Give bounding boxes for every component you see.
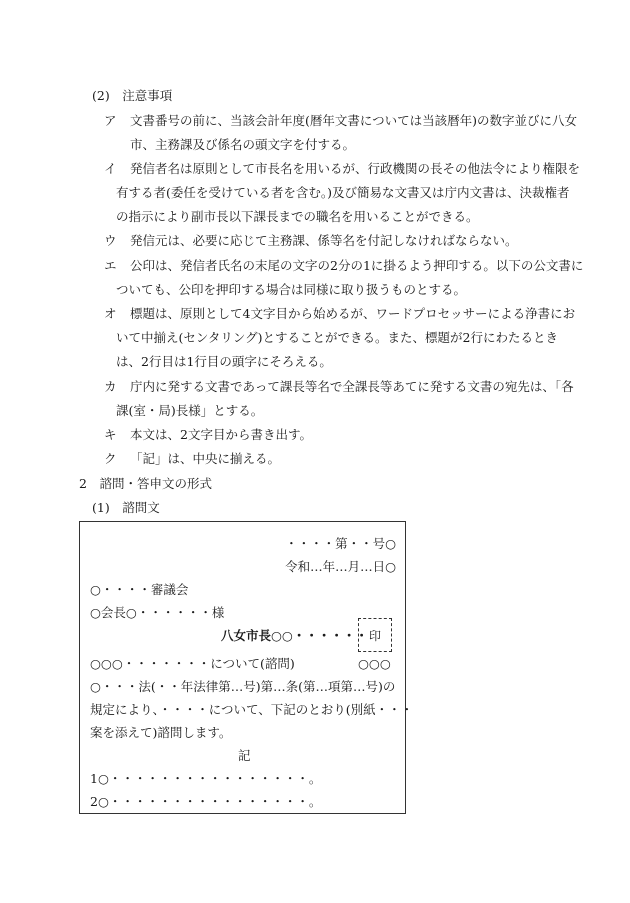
note-item-e <box>104 258 583 274</box>
note-text-cont: の指示により副市長以下課長までの職名を用いることができる。 <box>116 209 479 224</box>
seal-label: 印 <box>368 628 381 643</box>
note-text-cont: 有する者(委任を受けている者を含む。)及び簡易な文書又は庁内文書は、決裁権者 <box>116 185 570 200</box>
note-item-i <box>104 161 580 177</box>
note-kana: オ <box>104 306 117 321</box>
form-subject-right: ○○○ <box>358 656 391 671</box>
note-kana: イ <box>104 161 117 176</box>
note-text-cont: ついても、公印を押印する場合は同様に取り扱うものとする。 <box>116 282 467 297</box>
note-kana: ウ <box>104 233 117 248</box>
note-kana: ク <box>104 451 117 466</box>
form-body-line: 案を添えて)諮問します。 <box>90 725 232 740</box>
note-text-cont: いて中揃え(センタリング)とすることができる。また、標題が2行にわたるとき <box>116 330 558 345</box>
note-item-u <box>104 233 518 249</box>
notes-heading: (2) 注意事項 <box>92 88 173 103</box>
note-text: 庁内に発する文書であって課長等名で全課長等あてに発する文書の宛先は、「各 <box>130 379 574 394</box>
note-item-o <box>104 306 575 322</box>
seal-stamp <box>358 618 392 652</box>
note-text: 本文は、2文字目から書き出す。 <box>130 427 312 442</box>
note-text: 発信者名は原則として市長名を用いるが、行政機関の長その他法令により権限を <box>130 161 581 176</box>
note-text-cont: 課(室・局)長様」とする。 <box>116 403 264 418</box>
addressee-council: ○・・・・審議会 <box>90 582 189 597</box>
note-text-cont: 市、主務課及び係名の頭文字を付する。 <box>130 137 356 152</box>
subsection-heading: (1) 諮問文 <box>92 500 160 515</box>
note-text-cont: は、2行目は1行目の頭字にそろえる。 <box>116 354 332 369</box>
note-text: 「記」は、中央に揃える。 <box>130 451 281 466</box>
section-heading: 2 諮問・答申文の形式 <box>79 476 212 491</box>
note-kana: キ <box>104 427 117 442</box>
ki-mark: 記 <box>238 748 251 763</box>
note-item-ka <box>104 379 574 395</box>
note-text: 文書番号の前に、当該会計年度(暦年文書については当該暦年)の数字並びに八女 <box>130 113 578 128</box>
form-body-line: ○・・・法(・・年法律第…号)第…条(第…項第…号)の <box>90 679 396 694</box>
doc-number: ・・・・第・・号○ <box>285 536 396 551</box>
doc-date: 令和…年…月…日○ <box>285 559 396 574</box>
note-item-ku <box>104 451 280 467</box>
note-text: 標題は、原則として4文字目から始めるが、ワードプロセッサーによる浄書にお <box>130 306 576 321</box>
note-item-a <box>104 113 577 129</box>
note-kana: カ <box>104 379 117 394</box>
note-text: 公印は、発信者氏名の末尾の文字の2分の1に掛るよう押印する。以下の公文書に <box>130 258 584 273</box>
note-text: 発信元は、必要に応じて主務課、係等名を付記しなければならない。 <box>130 233 518 248</box>
form-body-line: 規定により、・・・・について、下記のとおり(別紙・・・ <box>90 702 414 717</box>
list-item: 1○・・・・・・・・・・・・・・・・。 <box>90 771 322 786</box>
sender-name: 八女市長○○・・・・・・ <box>221 628 368 643</box>
note-kana: エ <box>104 258 117 273</box>
form-subject: ○○○・・・・・・・について(諮問) <box>90 656 295 671</box>
list-item: 2○・・・・・・・・・・・・・・・・。 <box>90 794 322 809</box>
note-kana: ア <box>104 113 117 128</box>
addressee-chair: ○会長○・・・・・・様 <box>90 605 225 620</box>
note-item-ki <box>104 427 312 443</box>
